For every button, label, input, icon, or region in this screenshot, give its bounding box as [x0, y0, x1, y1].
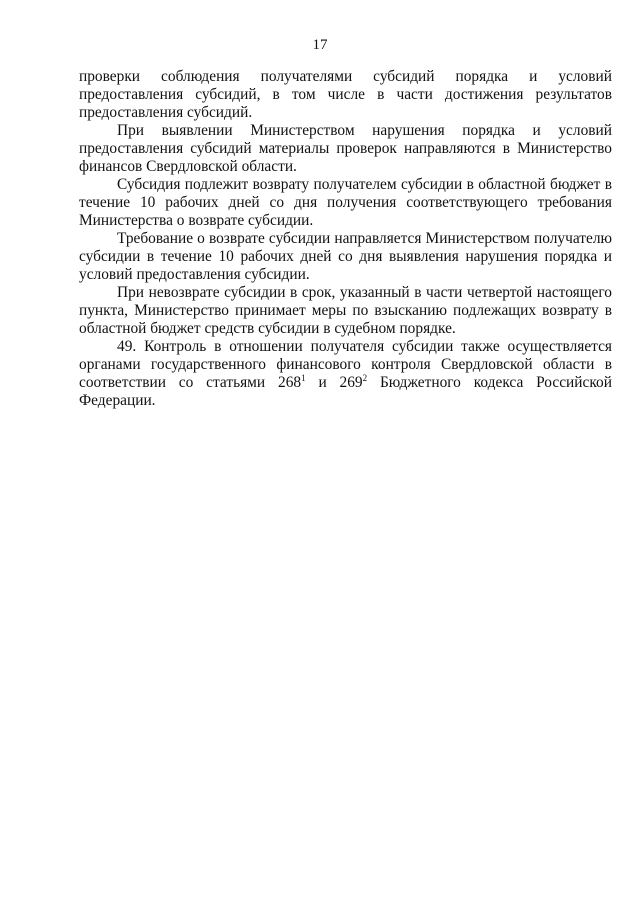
paragraph-subsidy-return: Субсидия подлежит возврату получателем субсидии в областной бюджет в течение 10 рабочих дней со дня получения соответствующего требования Министерства о возврате субсидии. — [79, 176, 612, 229]
paragraph-non-return: При невозврате субсидии в срок, указанный в части четвертой настоящего пункта, Министерство принимает меры по взысканию подлежащих возврату в областной бюджет средств субсидии в судебном порядке. — [79, 284, 612, 337]
paragraph-violation-detection: При выявлении Министерством нарушения порядка и условий предоставления субсидий материалы проверок направляются в Министерство финансов Свердловской области. — [79, 122, 612, 175]
paragraph-49-text-part1: 49. Контроль в отношении получателя субсидии также осуществляется органами государственного финансового контроля Свердловской области в соответствии со статьями 268 — [79, 338, 612, 391]
paragraph-49-text-part3: Бюджетного кодекса Российской Федерации. — [79, 374, 612, 409]
page-number: 17 — [312, 37, 328, 53]
paragraph-49-text-part2: и 269 — [305, 374, 363, 391]
paragraph-return-requirement: Требование о возврате субсидии направляется Министерством получателю субсидии в течение 10 рабочих дней со дня выявления нарушения порядка и условий предоставления субсидии. — [79, 230, 612, 283]
document-body — [79, 68, 612, 410]
article-269-superscript: 2 — [362, 373, 368, 383]
article-268-superscript: 1 — [301, 373, 306, 383]
paragraph-49-control — [79, 338, 612, 410]
paragraph-continuation: проверки соблюдения получателями субсидий порядка и условий предоставления субсидий, в том числе в части достижения результатов предоставления субсидий. — [79, 68, 612, 121]
